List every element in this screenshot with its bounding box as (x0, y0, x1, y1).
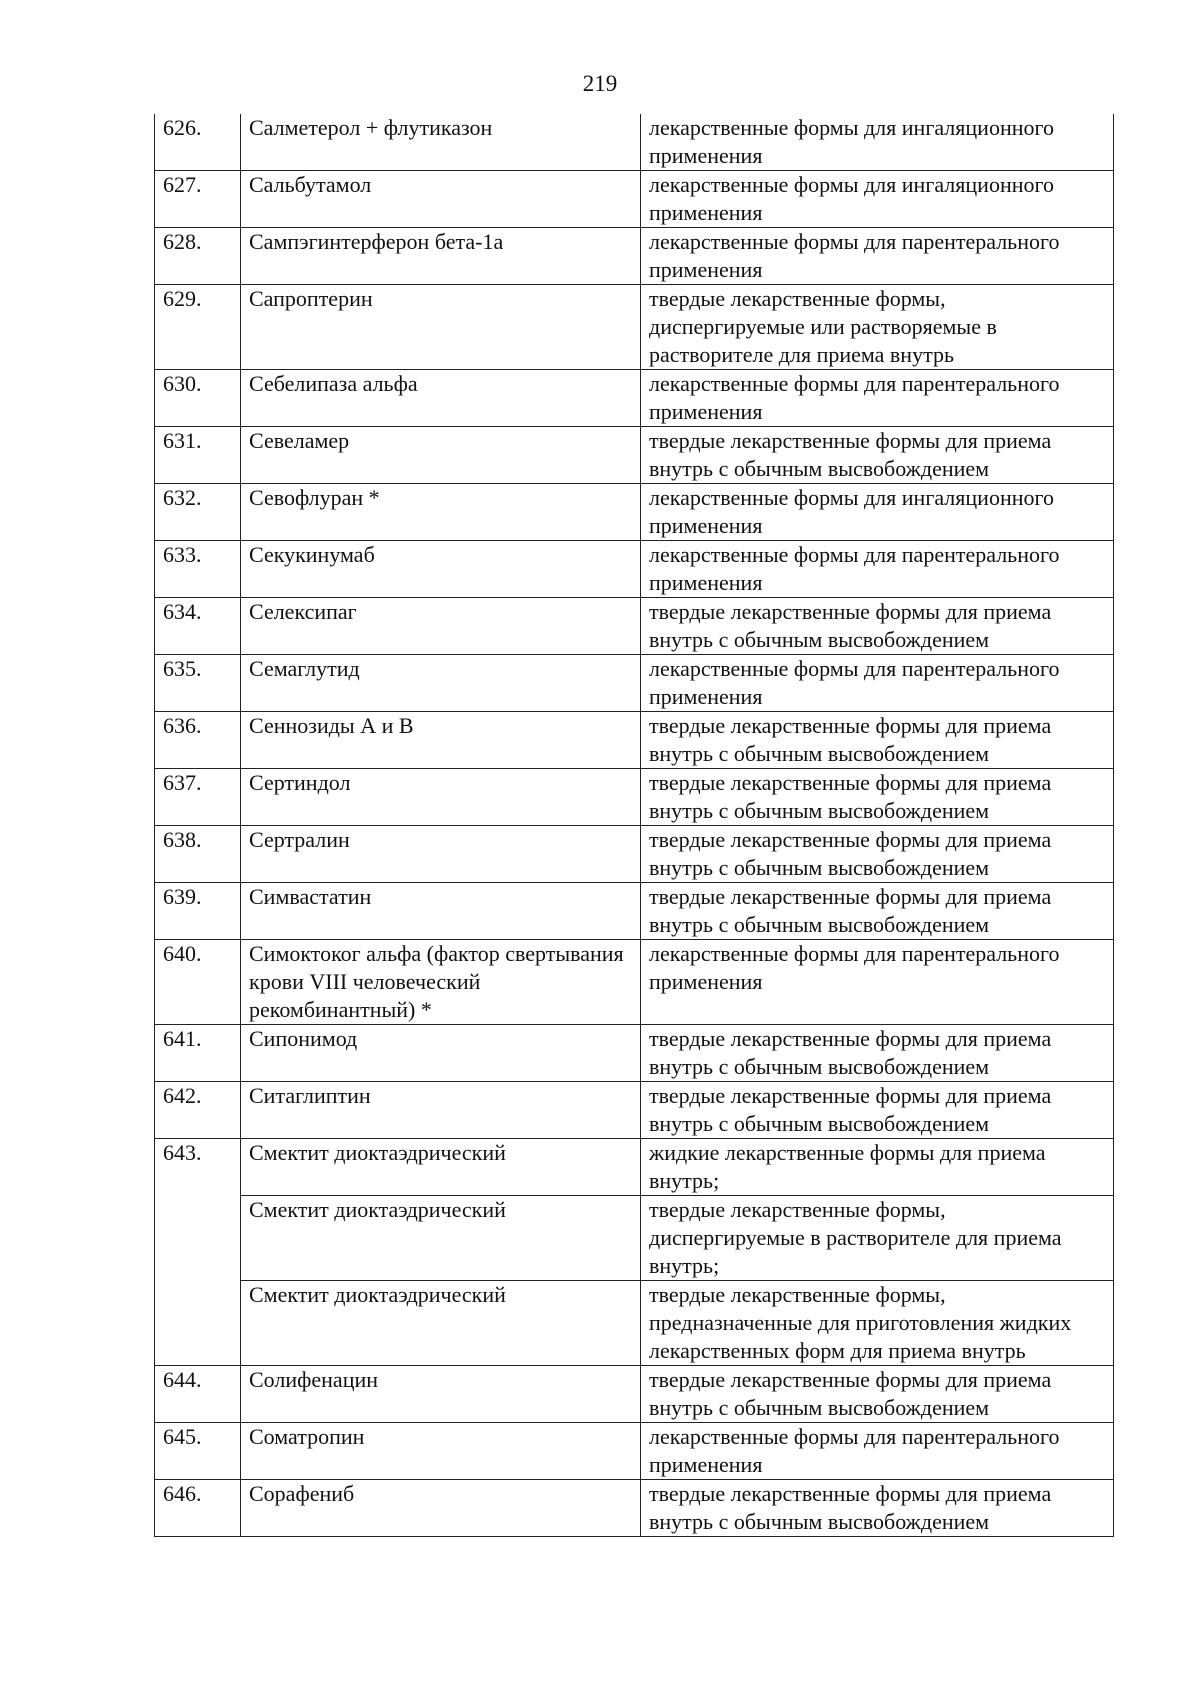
table-row (155, 598, 1114, 655)
row-number: 633. (155, 541, 241, 598)
row-number: 644. (155, 1366, 241, 1423)
drug-name: Севофлуран * (241, 484, 641, 541)
table-row (155, 1423, 1114, 1480)
table-row (155, 712, 1114, 769)
row-number: 641. (155, 1025, 241, 1082)
table-row (155, 940, 1114, 1025)
drug-name: Смектит диоктаэдрический (241, 1139, 641, 1196)
row-number: 643. (155, 1139, 241, 1366)
page-number: 219 (582, 71, 618, 96)
table-row (155, 1480, 1114, 1537)
row-number: 636. (155, 712, 241, 769)
row-number: 626. (155, 114, 241, 171)
row-number: 628. (155, 228, 241, 285)
row-number: 638. (155, 826, 241, 883)
drug-name: Сертралин (241, 826, 641, 883)
drug-name: Сорафениб (241, 1480, 641, 1537)
drug-name: Ситаглиптин (241, 1082, 641, 1139)
dosage-form: твердые лекарственные формы для приема внутрь с обычным высвобождением (641, 826, 1114, 883)
table-row (155, 883, 1114, 940)
drug-name: Соматропин (241, 1423, 641, 1480)
row-number: 640. (155, 940, 241, 1025)
row-number: 632. (155, 484, 241, 541)
row-number: 627. (155, 171, 241, 228)
row-number: 637. (155, 769, 241, 826)
drug-name: Солифенацин (241, 1366, 641, 1423)
dosage-form: лекарственные формы для парентерального применения (641, 228, 1114, 285)
drug-name: Селексипаг (241, 598, 641, 655)
drug-name: Симвастатин (241, 883, 641, 940)
dosage-form: лекарственные формы для ингаляционного применения (641, 484, 1114, 541)
table-row (155, 114, 1114, 171)
drug-list-body (155, 114, 1114, 1537)
row-number: 630. (155, 370, 241, 427)
drug-name: Симоктоког альфа (фактор свертывания крови VIII человеческий рекомбинантный) * (241, 940, 641, 1025)
row-number: 646. (155, 1480, 241, 1537)
drug-name: Семаглутид (241, 655, 641, 712)
table-row (155, 285, 1114, 370)
dosage-form: лекарственные формы для ингаляционного применения (641, 171, 1114, 228)
dosage-form: лекарственные формы для ингаляционного применения (641, 114, 1114, 171)
table-row (155, 655, 1114, 712)
dosage-form: твердые лекарственные формы для приема внутрь с обычным высвобождением (641, 1366, 1114, 1423)
table-row (155, 1366, 1114, 1423)
table-row (155, 370, 1114, 427)
drug-name: Секукинумаб (241, 541, 641, 598)
dosage-form: твердые лекарственные формы для приема внутрь с обычным высвобождением (641, 427, 1114, 484)
dosage-form: твердые лекарственные формы для приема внутрь с обычным высвобождением (641, 598, 1114, 655)
row-number: 645. (155, 1423, 241, 1480)
drug-name: Сапроптерин (241, 285, 641, 370)
drug-name: Смектит диоктаэдрический (241, 1281, 641, 1366)
row-number: 629. (155, 285, 241, 370)
table-row (155, 1025, 1114, 1082)
dosage-form: твердые лекарственные формы для приема внутрь с обычным высвобождением (641, 769, 1114, 826)
dosage-form: твердые лекарственные формы для приема внутрь с обычным высвобождением (641, 883, 1114, 940)
drug-name: Смектит диоктаэдрический (241, 1196, 641, 1281)
row-number: 631. (155, 427, 241, 484)
table-row (155, 171, 1114, 228)
dosage-form: твердые лекарственные формы для приема внутрь с обычным высвобождением (641, 1480, 1114, 1537)
drug-list-table (154, 114, 1114, 1537)
dosage-form: лекарственные формы для парентерального применения (641, 370, 1114, 427)
dosage-form: лекарственные формы для парентерального применения (641, 655, 1114, 712)
table-row (155, 1139, 1114, 1196)
dosage-form: твердые лекарственные формы, диспергируемые или растворяемые в растворителе для приема внутрь (641, 285, 1114, 370)
table-row (155, 484, 1114, 541)
dosage-form: лекарственные формы для парентерального применения (641, 541, 1114, 598)
table-row (155, 1082, 1114, 1139)
table-row (155, 541, 1114, 598)
row-number: 639. (155, 883, 241, 940)
dosage-form: твердые лекарственные формы для приема внутрь с обычным высвобождением (641, 1082, 1114, 1139)
table-row (155, 769, 1114, 826)
dosage-form: твердые лекарственные формы, предназначенные для приготовления жидких лекарственных форм для приема внутрь (641, 1281, 1114, 1366)
table-row (155, 1196, 1114, 1281)
drug-name: Сеннозиды А и В (241, 712, 641, 769)
dosage-form: твердые лекарственные формы для приема внутрь с обычным высвобождением (641, 712, 1114, 769)
table-row (155, 228, 1114, 285)
drug-name: Себелипаза альфа (241, 370, 641, 427)
dosage-form: жидкие лекарственные формы для приема внутрь; (641, 1139, 1114, 1196)
row-number: 642. (155, 1082, 241, 1139)
drug-name: Сипонимод (241, 1025, 641, 1082)
row-number: 634. (155, 598, 241, 655)
table-row (155, 826, 1114, 883)
row-number: 635. (155, 655, 241, 712)
drug-name: Сертиндол (241, 769, 641, 826)
drug-name: Салметерол + флутиказон (241, 114, 641, 171)
table-row (155, 1281, 1114, 1366)
dosage-form: лекарственные формы для парентерального применения (641, 940, 1114, 1025)
drug-name: Сальбутамол (241, 171, 641, 228)
dosage-form: лекарственные формы для парентерального применения (641, 1423, 1114, 1480)
drug-name: Севеламер (241, 427, 641, 484)
dosage-form: твердые лекарственные формы, диспергируемые в растворителе для приема внутрь; (641, 1196, 1114, 1281)
drug-name: Сампэгинтерферон бета-1а (241, 228, 641, 285)
table-row (155, 427, 1114, 484)
dosage-form: твердые лекарственные формы для приема внутрь с обычным высвобождением (641, 1025, 1114, 1082)
